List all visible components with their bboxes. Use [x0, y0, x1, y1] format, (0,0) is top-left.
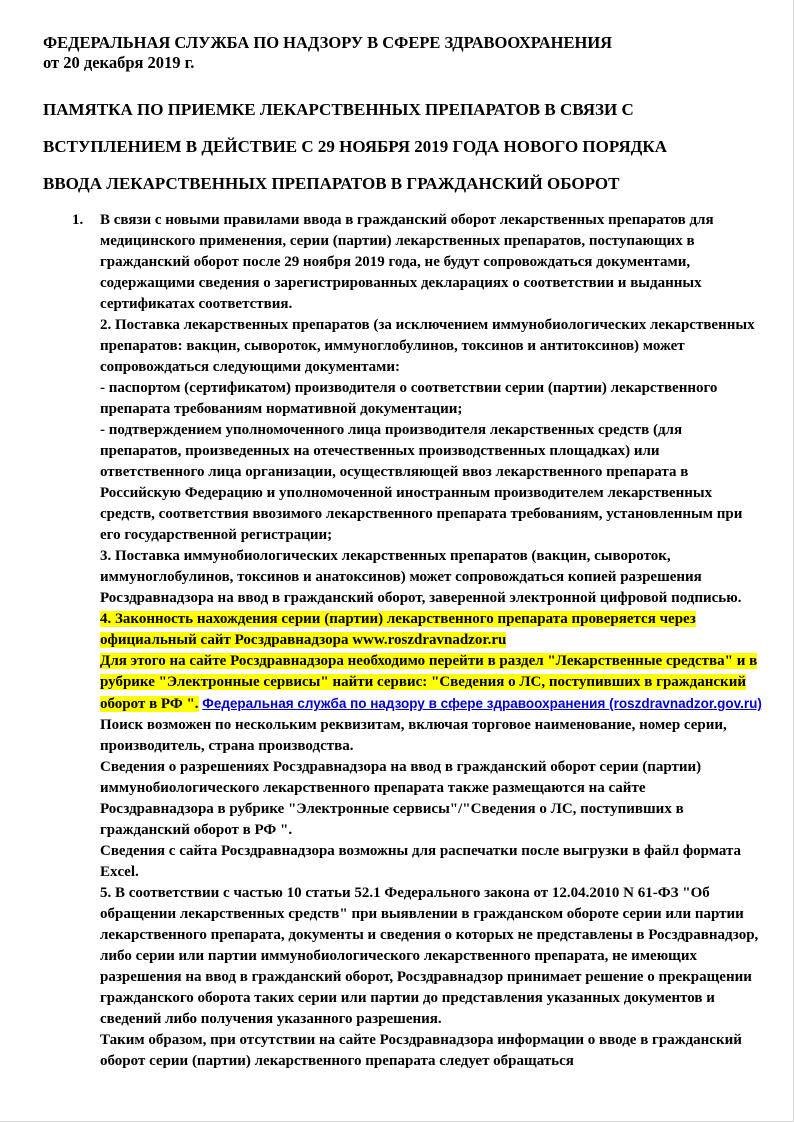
body-text: Таким образом, при отсутствии на сайте Росздравнадзора информации о вводе в гражданский оборот серии (партии) лекарственного препарата следует обращаться	[100, 1032, 742, 1069]
paragraph	[100, 651, 762, 715]
doc-title	[43, 91, 763, 202]
paragraph	[100, 420, 762, 546]
list-number: 1.	[72, 212, 84, 228]
body-text: Поиск возможен по нескольким реквизитам, включая торговое наименование, номер серии, производитель, страна производства.	[100, 717, 727, 754]
highlighted-text: Для этого на сайте Росздравнадзора необходимо перейти в раздел "Лекарственные средства" и в рубрике "Электронные сервисы" найти сервис: "Сведения о ЛС, поступивших в гражданский оборот в РФ ".	[100, 653, 758, 712]
doc-body	[72, 210, 762, 1072]
body-text: 3. Поставка иммунобиологических лекарственных препаратов (вакцин, сывороток, иммуноглобулинов, токсинов и анатоксинов) может сопровождаться копией разрешения Росздравнадзора на ввод в гражданский оборот, заверенной электронной цифровой подписью.	[100, 548, 742, 606]
body-text: 5. В соответствии с частью 10 статьи 52.1 Федерального закона от 12.04.2010 N 61-ФЗ "Об обращении лекарственных средств" при выявлении в гражданском обороте серии или партии лекарственного препарата, документы и сведения о которых не представлены в Росздравнадзор, либо серии или партии иммунобиологического лекарственного препарата, не имеющих разрешения на ввод в гражданский оборот, Росздравнадзор принимает решение о прекращении гражданского оборота таких серии или партии до представления указанных документов и сведений либо получения указанного разрешения.	[100, 885, 759, 1027]
paragraph	[100, 609, 762, 651]
title-line: ВСТУПЛЕНИЕМ В ДЕЙСТВИЕ С 29 НОЯБРЯ 2019 ГОДА НОВОГО ПОРЯДКА	[43, 137, 667, 156]
title-line: ВВОДА ЛЕКАРСТВЕННЫХ ПРЕПАРАТОВ В ГРАЖДАНСКИЙ ОБОРОТ	[43, 174, 620, 193]
body-text: Сведения с сайта Росздравнадзора возможны для распечатки после выгрузки в файл формата Excel.	[100, 843, 742, 880]
paragraph	[100, 757, 762, 841]
doc-date: от 20 декабря 2019 г.	[43, 53, 195, 72]
paragraph	[72, 210, 762, 315]
body-text: 2. Поставка лекарственных препаратов (за исключением иммунобиологических лекарственных препаратов: вакцин, сывороток, иммуноглобулинов, токсинов и антитоксинов) может сопровождаться следующими документами:	[100, 317, 755, 375]
title-line: ПАМЯТКА ПО ПРИЕМКЕ ЛЕКАРСТВЕННЫХ ПРЕПАРАТОВ В СВЯЗИ С	[43, 100, 634, 119]
roszdravnadzor-link[interactable]: Федеральная служба по надзору в сфере здравоохранения (roszdravnadzor.gov.ru)	[202, 696, 762, 711]
paragraph	[100, 841, 762, 883]
paragraph	[100, 546, 762, 609]
body-text: - паспортом (сертификатом) производителя о соответствии серии (партии) лекарственного препарата требованиям нормативной документации;	[100, 380, 718, 417]
paragraph	[100, 315, 762, 378]
paragraph	[100, 378, 762, 420]
highlighted-text: 4. Законность нахождения серии (партии) лекарственного препарата проверяется через официальный сайт Росздравнадзора www.roszdravnadzor.ru	[100, 611, 696, 648]
paragraph	[100, 883, 762, 1030]
body-text: Сведения о разрешениях Росздравнадзора на ввод в гражданский оборот серии (партии) иммунобиологического лекарственного препарата также размещаются на сайте Росздравнадзора в рубрике "Электронные сервисы"/"Сведения о ЛС, поступивших в гражданский оборот в РФ ".	[100, 759, 702, 838]
paragraph	[100, 1030, 762, 1072]
body-text: В связи с новыми правилами ввода в гражданский оборот лекарственных препаратов для медицинского применения, серии (партии) лекарственных препаратов, поступающих в гражданский оборот после 29 ноября 2019 года, не будут сопровождаться документами, содержащими сведения о зарегистрированных декларациях о соответствии и выданных сертификатах соответствия.	[100, 212, 714, 312]
body-text: - подтверждением уполномоченного лица производителя лекарственных средств (для препаратов, произведенных на отечественных производственных площадках) или ответственного лица организации, осуществляющей ввоз лекарственного препарата в Российскую Федерацию и уполномоченной иностранным производителем лекарственных средств, соответствия ввозимого лекарственного препарата требованиям, установленным при его государственной регистрации;	[100, 422, 743, 543]
paragraph	[100, 715, 762, 757]
org-name: ФЕДЕРАЛЬНАЯ СЛУЖБА ПО НАДЗОРУ В СФЕРЕ ЗДРАВООХРАНЕНИЯ	[43, 33, 613, 52]
document-header	[43, 33, 763, 73]
